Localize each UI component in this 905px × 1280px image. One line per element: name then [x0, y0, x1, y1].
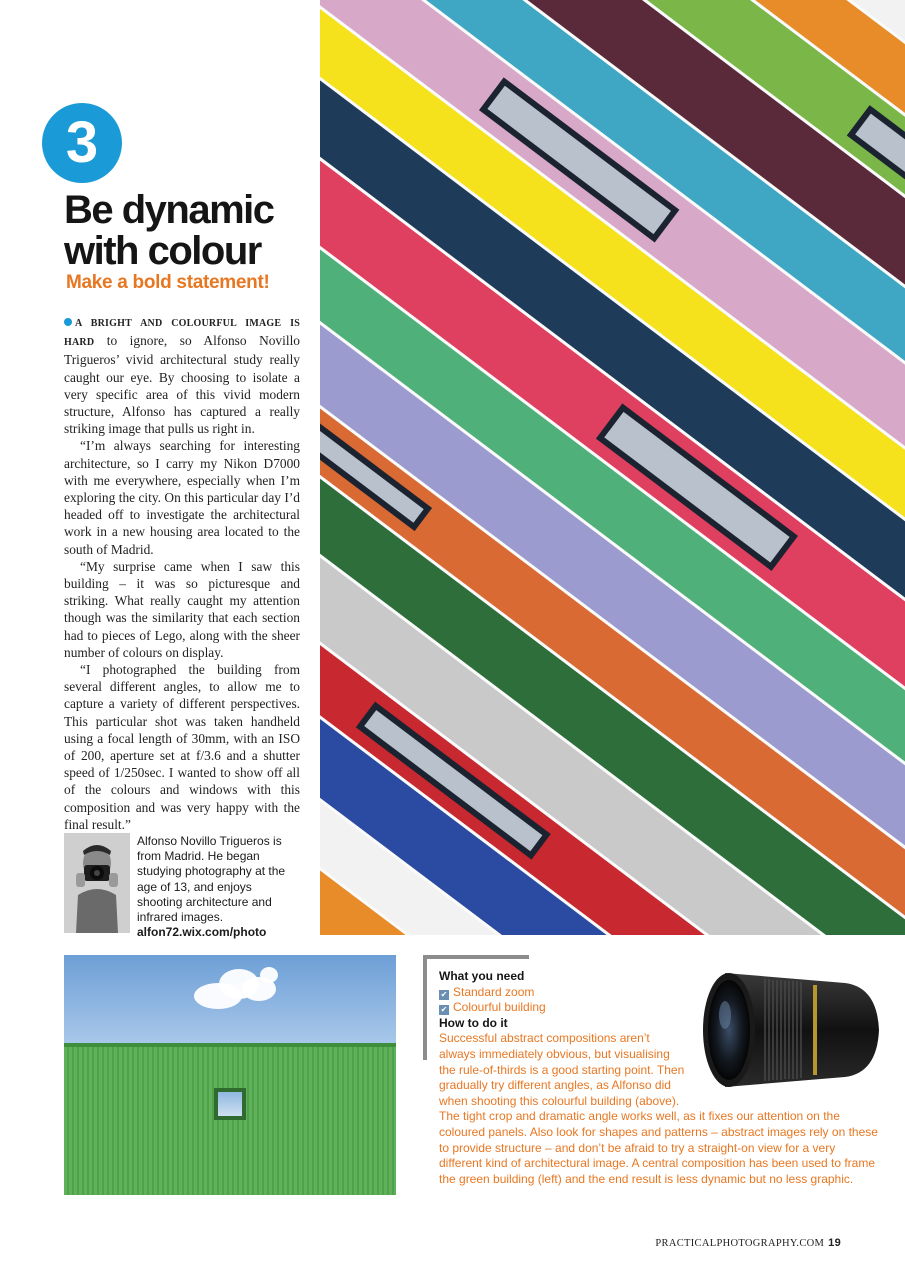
checkbox-icon: ✔ [440, 1005, 448, 1015]
square-window [214, 1088, 246, 1120]
lens-photo [695, 965, 885, 1095]
wall-top-edge [64, 1043, 396, 1047]
page-footer [655, 1237, 841, 1249]
lead-in-caps: A BRIGHT AND COLOURFUL IMAGE IS HARD [64, 318, 300, 349]
article-paragraph-1 [64, 313, 300, 437]
checkbox-icon: ✔ [440, 989, 448, 999]
lead-in-rest: to ignore, so Alfonso Novillo Trigueros’ vivid architectural study really caught our eye. By choosing to isolate a very specific area of this vivid modern structure, Alfonso has captured a really striking image that pulls us right in. [64, 333, 300, 437]
photographer-portrait-graphic [64, 833, 130, 933]
what-you-need-heading: What you need [439, 969, 525, 983]
article-paragraph-4: “I photographed the building from several different angles, to allow me to capture a variety of different perspectives. This particular shot was taken handheld using a focal length of 30mm, with an ISO of 200, aperture set at f/3.6 and a shutter speed of 1/250sec. I wanted to show off all of the colours and windows with this composition and was very happy with the final result.” [64, 662, 300, 832]
need-item: ✔ Colourful building [440, 1000, 546, 1015]
feature-number-badge: 3 [42, 103, 122, 183]
page-number: 19 [828, 1237, 841, 1249]
main-photo-colourful-building [320, 0, 905, 935]
what-you-need-box [439, 969, 879, 1187]
author-bio [137, 834, 287, 940]
green-wall [64, 1045, 396, 1195]
author-website-link[interactable]: alfon72.wix.com/photo [137, 925, 267, 940]
zoom-lens-icon [695, 965, 885, 1095]
author-bio-text: Alfonso Novillo Trigueros is from Madrid. He began studying photography at the age of 13, and enjoys shooting architecture and infrared images. [137, 834, 286, 925]
article-paragraph-3: “My surprise came when I saw this building – it was so picturesque and striking. What really caught my attention though was the similarity that each section had to pieces of Lego, along with the sheer number of colours on display. [64, 558, 300, 660]
bullet-dot-icon [64, 318, 72, 326]
article-paragraph-2: “I’m always searching for interesting architecture, so I carry my Nikon D7000 with me everywhere, especially when I’m exploring the city. On this particular day I’d headed off to investigate the architectural work in a new housing area located to the south of Madrid. [64, 438, 300, 557]
second-photo-green-building [64, 955, 396, 1195]
subheadline: Make a bold statement! [66, 272, 270, 293]
footer-site-url: PRACTICALPHOTOGRAPHY.COM [655, 1238, 825, 1249]
how-to-heading: How to do it [439, 1015, 508, 1030]
article-body [64, 313, 300, 833]
author-portrait [64, 833, 130, 933]
need-item: ✔ Standard zoom [440, 984, 535, 999]
colourful-panels-graphic [320, 0, 905, 935]
headline: Be dynamic with colour [64, 188, 274, 273]
how-to-text: Successful abstract compositions aren’t always immediately obvious, but visualising the rule-of-thirds is a good starting point. Then gradually try different angles, as Alfonso did when shooting this colourful building (above). The tight crop and dramatic angle works well, as it fixes our attention on the coloured panels. Also look for shapes and patterns – abstract images rely on these to provide structure – and don’t be afraid to try a straight-on view for a very different kind of architectural image. A central composition has been used to frame the green building (left) and the end result is less dynamic but no less graphic. [439, 1031, 878, 1186]
cloud-shape [260, 967, 278, 983]
